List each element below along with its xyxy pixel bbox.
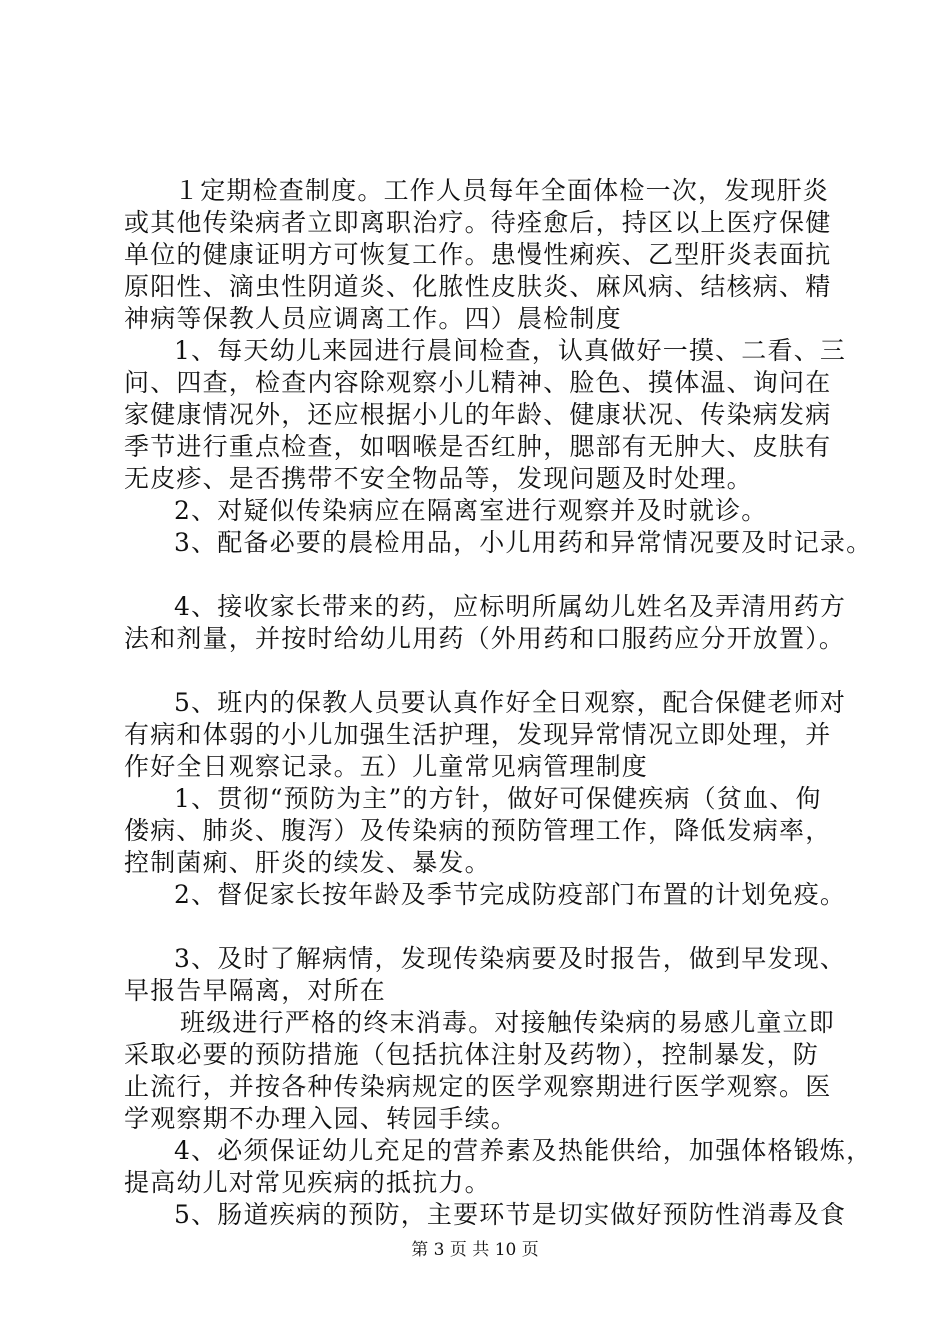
paragraph-line: 3、配备必要的晨检用品，小儿用药和异常情况要及时记录。	[174, 528, 873, 557]
document-body	[124, 175, 873, 1231]
paragraph-line: 神病等保教人员应调离工作。四）晨检制度	[124, 304, 622, 333]
paragraph-line: 提高幼儿对常见疾病的抵抗力。	[124, 1168, 491, 1197]
paragraph-line: 2、对疑似传染病应在隔离室进行观察并及时就诊。	[174, 496, 768, 525]
paragraph-line: 法和剂量，并按时给幼儿用药（外用药和口服药应分开放置）。	[124, 624, 846, 653]
paragraph-line: 5、肠道疾病的预防，主要环节是切实做好预防性消毒及食	[174, 1200, 847, 1229]
paragraph-line: 3、及时了解病情，发现传染病要及时报告，做到早发现、	[174, 944, 847, 973]
paragraph-line: 2、督促家长按年龄及季节完成防疫部门布置的计划免疫。	[174, 880, 847, 909]
paragraph-line: １定期检查制度。工作人员每年全面体检一次，发现肝炎	[174, 176, 830, 205]
paragraph-gap	[124, 655, 834, 687]
paragraph-line: 偻病、肺炎、腹泻）及传染病的预防管理工作，降低发病率，	[124, 816, 832, 845]
paragraph-line: 原阳性、滴虫性阴道炎、化脓性皮肤炎、麻风病、结核病、精	[124, 272, 832, 301]
paragraph-line: 有病和体弱的小儿加强生活护理，发现异常情况立即处理，并	[124, 720, 832, 749]
paragraph-line: 1、贯彻“预防为主”的方针，做好可保健疾病（贫血、佝	[174, 784, 822, 813]
paragraph-line: 5、班内的保教人员要认真作好全日观察，配合保健老师对	[174, 688, 847, 717]
paragraph-line: 家健康情况外，还应根据小儿的年龄、健康状况、传染病发病	[124, 400, 832, 429]
paragraph-line: 止流行，并按各种传染病规定的医学观察期进行医学观察。医	[124, 1072, 832, 1101]
paragraph-line: 无皮疹、是否携带不安全物品等，发现问题及时处理。	[124, 464, 753, 493]
paragraph-line: 控制菌痢、肝炎的续发、暴发。	[124, 848, 491, 877]
paragraph-line: 4、接收家长带来的药，应标明所属幼儿姓名及弄清用药方	[174, 592, 847, 621]
paragraph-line: 单位的健康证明方可恢复工作。患慢性痢疾、乙型肝炎表面抗	[124, 240, 832, 269]
paragraph-line: 季节进行重点检查，如咽喉是否红肿，腮部有无肿大、皮肤有	[124, 432, 832, 461]
page-footer: 第 3 页 共 10 页	[411, 1240, 539, 1260]
paragraph-line: 1、每天幼儿来园进行晨间检查，认真做好一摸、二看、三	[174, 336, 847, 365]
paragraph-line: 问、四查，检查内容除观察小儿精神、脸色、摸体温、询问在	[124, 368, 832, 397]
paragraph-gap	[124, 559, 834, 591]
paragraph-line: 4、必须保证幼儿充足的营养素及热能供给，加强体格锻炼，	[174, 1136, 873, 1165]
paragraph-line: 班级进行严格的终末消毒。对接触传染病的易感儿童立即	[180, 1008, 836, 1037]
paragraph-line: 早报告早隔离，对所在	[124, 976, 387, 1005]
paragraph-line: 学观察期不办理入园、转园手续。	[124, 1104, 518, 1133]
paragraph-line: 作好全日观察记录。五）儿童常见病管理制度	[124, 752, 649, 781]
paragraph-line: 采取必要的预防措施（包括抗体注射及药物），控制暴发，防	[124, 1040, 819, 1069]
paragraph-gap	[124, 911, 834, 943]
paragraph-line: 或其他传染病者立即离职治疗。待痊愈后，持区以上医疗保健	[124, 208, 832, 237]
